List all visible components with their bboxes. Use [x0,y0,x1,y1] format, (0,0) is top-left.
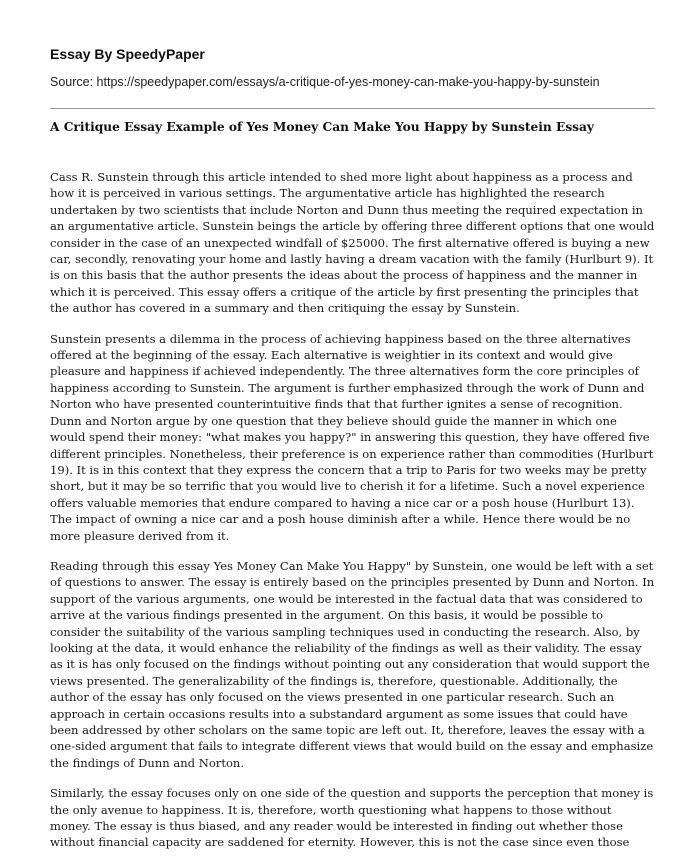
paragraph-4: Similarly, the essay focuses only on one side of the question and supports the perception that money is the only avenue to happiness. It is, therefore, worth questioning what happens to those without money. The essay is thus biased, and any reader would be interested in finding out whether those without financial capacity are saddened for eternity. However, this is not the case since even those [50,786,654,850]
site-brand: Essay By SpeedyPaper [50,46,205,62]
paragraph-1: Cass R. Sunstein through this article intended to shed more light about happiness as a process and how it is perceived in various settings. The argumentative article has highlighted the research undertaken by two scientists that include Norton and Dunn thus meeting the required expectation in an argumentative article. Sunstein beings the article by offering three different options that one would consider in the case of an unexpected windfall of $25000. The first alternative offered is buying a new car, secondly, renovating your home and lastly having a dream vacation with the family (Hurlburt 9). It is on this basis that the author presents the ideas about the process of happiness and the manner in which it is perceived. This essay offers a critique of the article by first presenting the principles that the author has covered in a summary and then critiquing the essay by Sunstein. [50,170,655,316]
source-url: Source: https://speedypaper.com/essays/a-critique-of-yes-money-can-make-you-happy-by-sunstein [50,75,600,89]
paragraph-3: Reading through this essay Yes Money Can Make You Happy" by Sunstein, one would be left with a set of questions to answer. The essay is entirely based on the principles presented by Dunn and Norton. In support of the various arguments, one would be interested in the factual data that was considered to arrive at the various findings presented in the argument. On this basis, it would be possible to consider the suitability of the various sampling techniques used in conducting the research. Also, by looking at the data, it would enhance the reliability of the findings as well as their validity. The essay as it is has only focused on the findings without pointing out any consideration that would support the views presented. The generalizability of the findings is, therefore, questionable. Additionally, the author of the essay has only focused on the views presented in one particular research. Such an approach in certain occasions results into a substandard argument as some issues that could have been addressed by other scholars on the same topic are left out. It, therefore, leaves the essay with a one-sided argument that fails to integrate different views that would build on the essay and emphasize the findings of Dunn and Norton. [50,558,655,770]
essay-body [50,169,655,865]
essay-title: A Critique Essay Example of Yes Money Can Make You Happy by Sunstein Essay [50,120,595,134]
paragraph-2: Sunstein presents a dilemma in the process of achieving happiness based on the three alternatives offered at the beginning of the essay. Each alternative is weightier in its context and would give pleasure and happiness if achieved independently. The three alternatives form the core principles of happiness according to Sunstein. The argument is further emphasized through the work of Dunn and Norton who have presented counterintuitive finds that that further ignites a sense of recognition. Dunn and Norton argue by one question that they believe should guide the manner in which one would spend their money: "what makes you happy?" in answering this question, they have offered five different principles. Nonetheless, their preference is on experience rather than commodities (Hurlburt 19). It is in this context that they express the concern that a trip to Paris for two weeks may be pretty short, but it may be so terrific that you would live to cherish it for a lifetime. Such a novel experience offers valuable memories that endure compared to having a nice car or a posh house (Hurlburt 13). The impact of owning a nice car and a posh house diminish after a while. Hence there would be no more pleasure derived from it. [50,331,654,543]
header-divider [50,108,655,109]
